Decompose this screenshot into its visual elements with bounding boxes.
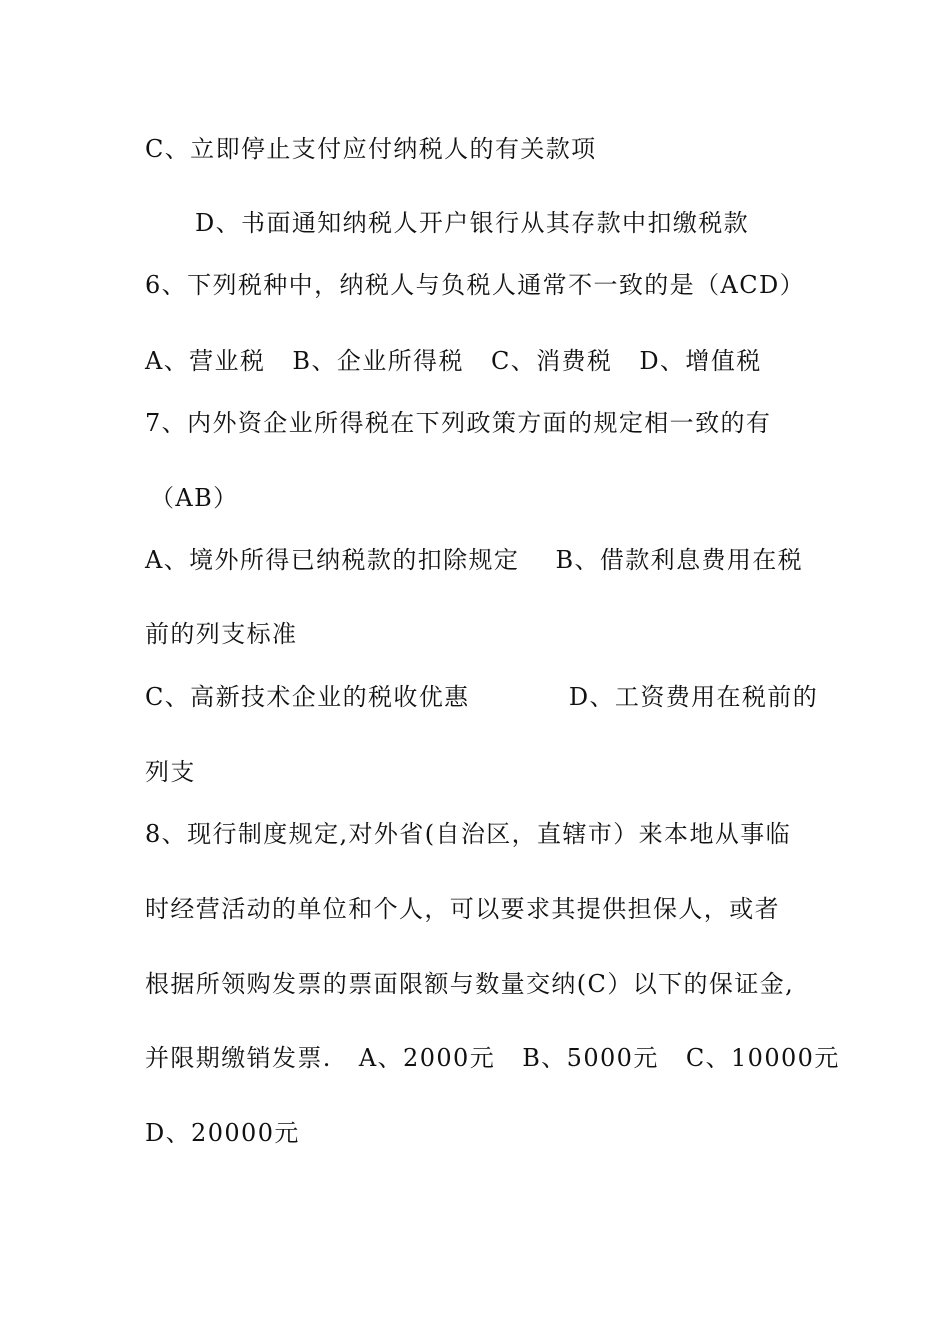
question-7-option-d-continuation: 列支 [145,758,196,786]
question-7-line: 7、内外资企业所得税在下列政策方面的规定相一致的有 [145,409,772,437]
question-8-option-d-line: D、20000元 [145,1119,300,1147]
question-8-line-4: 并限期缴销发票. A、2000元 B、5000元 C、10000元 [145,1044,840,1072]
question-7-option-ab-line: A、境外所得已纳税款的扣除规定 B、借款利息费用在税 [145,546,804,574]
question-6-options-line: A、营业税 B、企业所得税 C、消费税 D、增值税 [145,347,762,375]
question-8-line-2: 时经营活动的单位和个人，可以要求其提供担保人，或者 [145,895,780,923]
question-8-line-1: 8、现行制度规定,对外省(自治区，直辖市）来本地从事临 [145,820,792,848]
question-7-option-b-continuation: 前的列支标准 [145,620,298,648]
question-6-line: 6、下列税种中，纳税人与负税人通常不一致的是（ACD） [145,271,806,299]
option-c-line: C、立即停止支付应付纳税人的有关款项 [145,135,597,163]
option-d-line: D、书面通知纳税人开户银行从其存款中扣缴税款 [195,209,750,237]
question-7-answer-line: （AB） [150,484,239,512]
question-7-option-cd-line: C、高新技术企业的税收优惠 D、工资费用在税前的 [145,683,819,711]
question-8-line-3: 根据所领购发票的票面限额与数量交纳(C）以下的保证金, [145,970,795,998]
